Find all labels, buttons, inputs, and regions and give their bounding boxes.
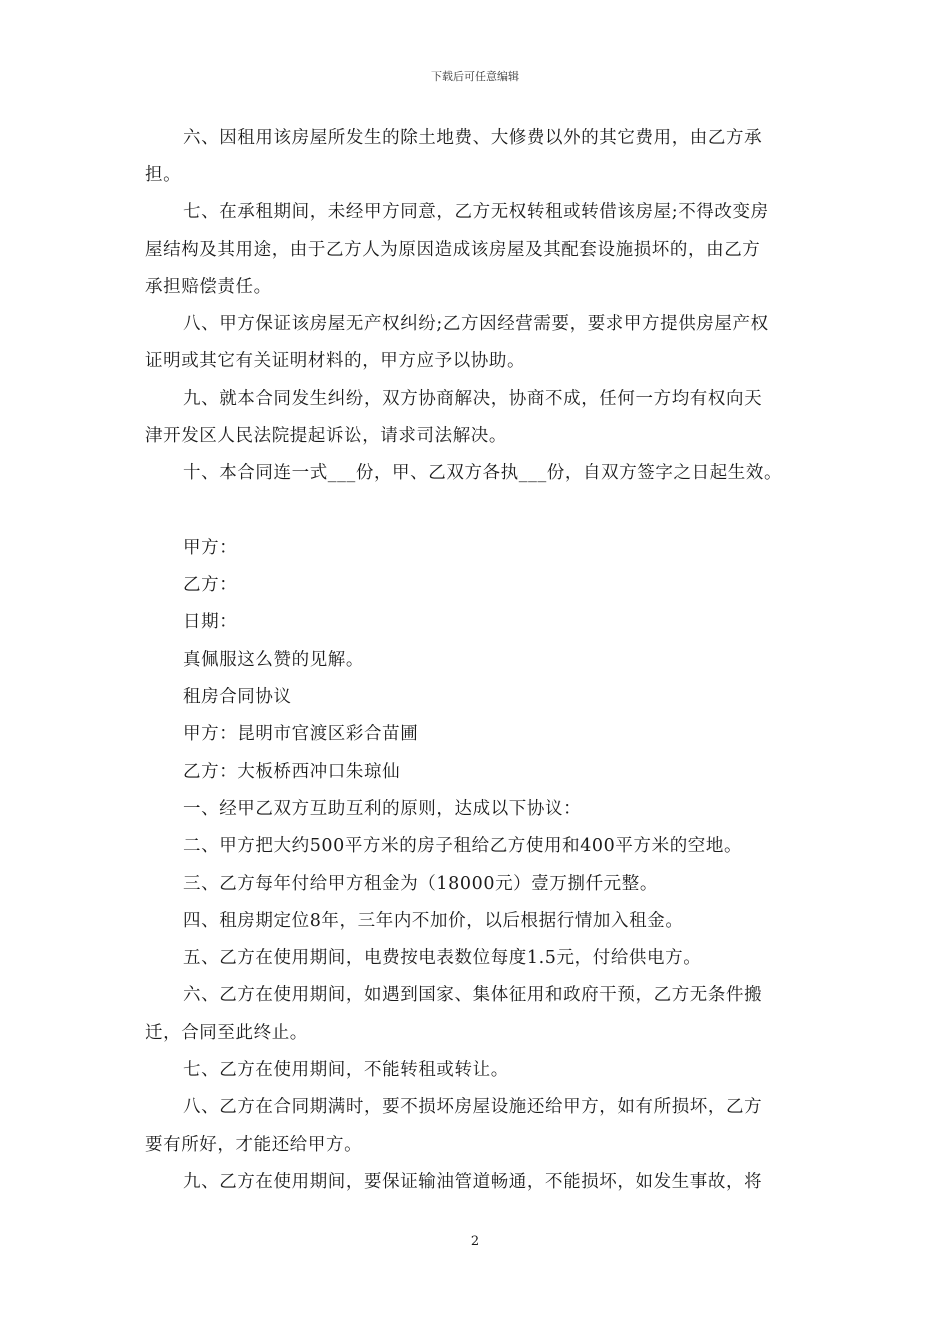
page-header: 下载后可任意编辑 [431, 70, 519, 83]
clause-7-line-3: 承担赔偿责任。 [145, 277, 272, 297]
agreement-clause-6-line-2: 迁，合同至此终止。 [145, 1023, 308, 1043]
clause-6-line-2: 担。 [145, 165, 182, 185]
clause-8-line-2: 证明或其它有关证明材料的，甲方应予以协助。 [145, 351, 526, 371]
agreement-clause-4: 四、租房期定位8年，三年内不加价，以后根据行情加入租金。 [183, 911, 684, 931]
agreement-clause-5: 五、乙方在使用期间，电费按电表数位每度1.5元，付给供电方。 [183, 948, 702, 968]
clause-9-line-1: 九、就本合同发生纠纷，双方协商解决，协商不成，任何一方均有权向天 [183, 389, 763, 409]
agreement-clause-1: 一、经甲乙双方互助互利的原则，达成以下协议： [183, 799, 582, 819]
signature-party-b: 乙方： [183, 575, 238, 595]
agreement-clause-8-line-1: 八、乙方在合同期满时，要不损坏房屋设施还给甲方，如有所损坏，乙方 [183, 1097, 763, 1117]
clause-7-line-2: 屋结构及其用途，由于乙方人为原因造成该房屋及其配套设施损坏的，由乙方 [145, 240, 761, 260]
signature-party-a: 甲方： [183, 538, 238, 558]
page-number: 2 [470, 1234, 480, 1249]
agreement-clause-2: 二、甲方把大约500平方米的房子租给乙方使用和400平方米的空地。 [183, 836, 743, 856]
clause-6-line-1: 六、因租用该房屋所发生的除土地费、大修费以外的其它费用，由乙方承 [183, 128, 763, 148]
agreement-clause-7: 七、乙方在使用期间，不能转租或转让。 [183, 1060, 509, 1080]
signature-date: 日期： [183, 612, 238, 632]
clause-10-line: 十、本合同连一式___份，甲、乙双方各执___份，自双方签字之日起生效。 [183, 463, 783, 483]
agreement-clause-3: 三、乙方每年付给甲方租金为（18000元）壹万捌仟元整。 [183, 874, 658, 894]
agreement-clause-6-line-1: 六、乙方在使用期间，如遇到国家、集体征用和政府干预，乙方无条件搬 [183, 985, 763, 1005]
clause-8-line-1: 八、甲方保证该房屋无产权纠纷;乙方因经营需要，要求甲方提供房屋产权 [183, 314, 769, 334]
agreement-clause-9-line-1: 九、乙方在使用期间，要保证输油管道畅通，不能损坏，如发生事故，将 [183, 1172, 763, 1192]
agreement-title: 租房合同协议 [183, 687, 292, 707]
party-b-line: 乙方：大板桥西冲口朱琼仙 [183, 762, 401, 782]
party-a-line: 甲方：昆明市官渡区彩合苗圃 [183, 724, 419, 744]
clause-7-line-1: 七、在承租期间，未经甲方同意，乙方无权转租或转借该房屋;不得改变房 [183, 202, 769, 222]
agreement-clause-8-line-2: 要有所好，才能还给甲方。 [145, 1135, 363, 1155]
comment-line: 真佩服这么赞的见解。 [183, 650, 364, 670]
clause-9-line-2: 津开发区人民法院提起诉讼，请求司法解决。 [145, 426, 507, 446]
